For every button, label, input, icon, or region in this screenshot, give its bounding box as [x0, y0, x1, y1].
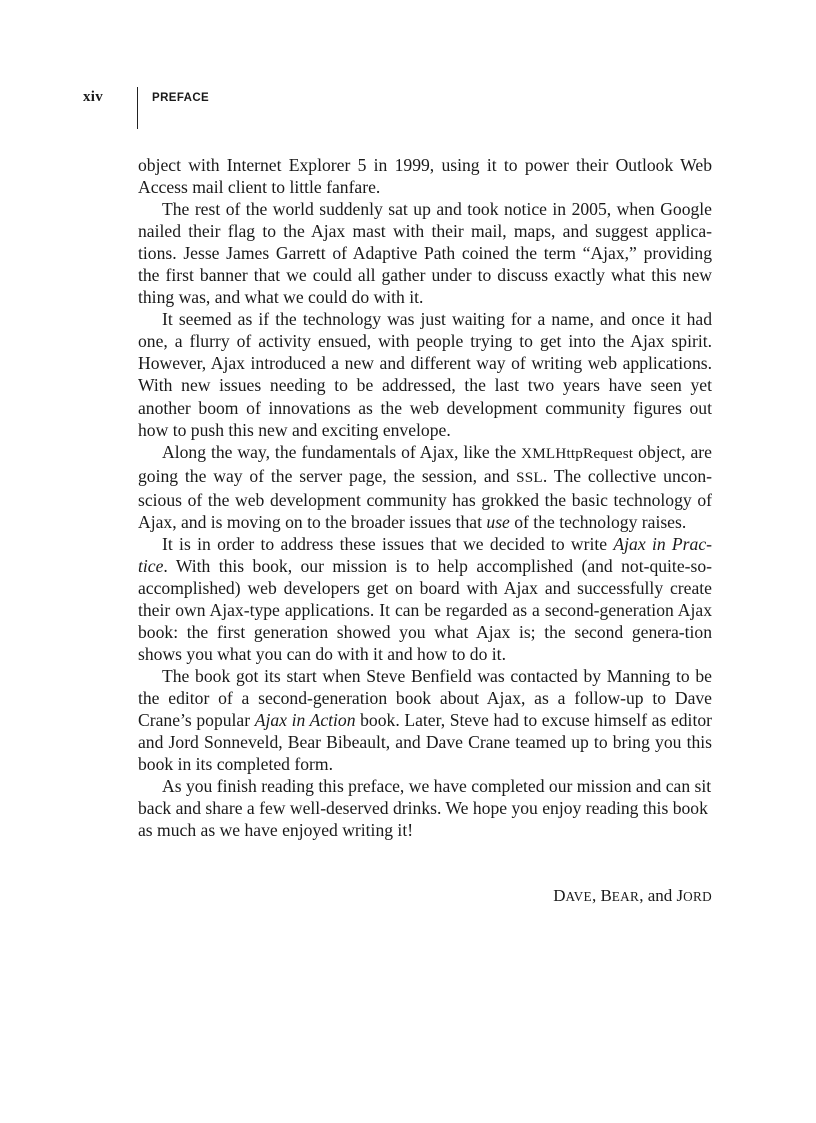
- paragraph-7: As you finish reading this preface, we have completed our mission and can sit back and share a few well-deserved drinks. We hope you enjoy reading this book as much as we have enjoyed writing it!: [138, 776, 712, 841]
- signature-letter: ORD: [683, 889, 712, 904]
- page-header: [0, 0, 816, 140]
- book-title-ajax-in-action: Ajax in Action: [254, 710, 356, 731]
- paragraph-5-text: It is in order to address these issues that we decided to write: [162, 533, 614, 554]
- signature: [138, 886, 712, 906]
- paragraph-2: The rest of the world suddenly sat up and took notice in 2005, when Google nailed their flag to the Ajax mast with their mail, maps, and suggest applica-tions. Jesse James Garrett of Adaptive Path coined the term “Ajax,” providing the first banner that we could all gather under to discuss exactly what this new thing was, and what we could do with it.: [138, 199, 712, 308]
- body-text: [138, 154, 712, 841]
- paragraph-1: object with Internet Explorer 5 in 1999, using it to power their Outlook Web Access mail client to little fanfare.: [138, 155, 712, 198]
- paragraph-3: It seemed as if the technology was just waiting for a name, and once it had one, a flurry of activity ensued, with people trying to get into the Ajax spirit. However, Ajax introduced a new and different way of writing web applications. With new issues needing to be addressed, the last two years have seen yet another boom of innovations as the web development community figures out how to push this new and exciting envelope.: [138, 309, 712, 440]
- header-divider: [137, 87, 138, 129]
- paragraph-5: [138, 533, 712, 665]
- signature-separator: , and: [639, 886, 677, 905]
- page-number: xiv: [83, 89, 104, 105]
- ssl-term: SSL: [516, 469, 543, 486]
- paragraph-4-text: object, are going the way of the server page, the session, and: [138, 441, 712, 486]
- paragraph-4-text: of the technology raises.: [509, 511, 687, 532]
- signature-letter: B: [600, 886, 612, 905]
- paragraph-4-text: . The collective uncon-scious of the web development community has grokked the basic technology of Ajax, and is moving on to the broader issues that: [138, 465, 712, 532]
- xmlhttprequest-term: XMLHttpRequest: [521, 445, 634, 462]
- signature-letter: AVE: [565, 889, 592, 904]
- book-title-ajax-in-practice: Ajax in Prac-tice: [138, 533, 712, 576]
- paragraph-4-text: Along the way, the fundamentals of Ajax, like the: [162, 441, 522, 462]
- paragraph-6-text: book. Later, Steve had to excuse himself as editor and Jord Sonneveld, Bear Bibeault, and Dave Crane teamed up to bring you this book in its completed form.: [138, 710, 712, 775]
- paragraph-6-text: The book got its start when Steve Benfield was contacted by Manning to be the editor of a second-generation book about Ajax, as a follow-up to Dave Crane’s popular: [138, 666, 712, 731]
- paragraph-6: [138, 665, 712, 775]
- running-head: PREFACE: [152, 92, 210, 104]
- paragraph-4: [138, 441, 712, 533]
- signature-letter: D: [553, 886, 566, 905]
- emphasis-use: use: [486, 511, 510, 532]
- signature-letter: EAR: [611, 889, 640, 904]
- signature-separator: ,: [591, 886, 601, 905]
- paragraph-5-text: . With this book, our mission is to help accomplished (and not-quite-so-accomplished) web developers get on board with Ajax and successfully create their own Ajax-type applications. It can be regarded as a second-generation Ajax book: the first generation showed you what Ajax is; the second genera-tion shows you what you can do with it and how to do it.: [138, 555, 712, 665]
- signature-letter: J: [676, 886, 684, 905]
